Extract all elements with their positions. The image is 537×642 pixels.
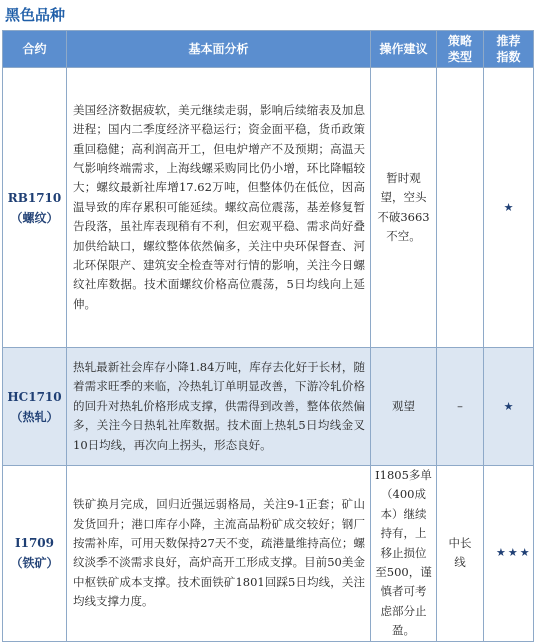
recommendation-table bbox=[2, 30, 534, 642]
contract-cell bbox=[3, 466, 67, 642]
header-advice: 操作建议 bbox=[371, 31, 437, 68]
table-header-row bbox=[3, 31, 534, 68]
contract-name: （铁矿） bbox=[10, 556, 59, 571]
strategy-text bbox=[437, 68, 484, 348]
advice-text: 观望 bbox=[371, 348, 437, 466]
header-rating: 推荐指数 bbox=[484, 31, 534, 68]
analysis-text: 美国经济数据疲软，美元继续走弱，影响后续缩表及加息进程；国内二季度经济平稳运行；资金面平稳，货币政策重回稳健；高利润高开工，但电炉增产不及预期；高温天气影响终端需求，上海线螺采购同比仍小增，环比降幅较大；螺纹最新社库增17.62万吨，但整体仍在低位，因高温导致的库存累积可能延续。螺纹高位震荡，基差修复暂告段落，虽社库表现稍有不利，但宏观平稳、需求尚好叠加供给缺口，螺纹整体依然偏多，关注中央环保督查、河北环保限产、建筑安全检查等对行情的影响，关注今日螺纹社库数据。技术面螺纹价格高位震荡，5日均线向上延伸。 bbox=[67, 68, 371, 348]
strategy-text: – bbox=[437, 348, 484, 466]
contract-code: HC1710 bbox=[7, 389, 62, 404]
header-strategy: 策略类型 bbox=[437, 31, 484, 68]
table-row bbox=[3, 68, 534, 348]
header-contract: 合约 bbox=[3, 31, 67, 68]
section-title: 黑色品种 bbox=[5, 6, 66, 24]
advice-text: 暂时观望，空头不破3663不空。 bbox=[371, 68, 437, 348]
analysis-text: 热轧最新社会库存小降1.84万吨，库存去化好于长材，随着需求旺季的来临，冷热轧订单明显改善，下游冷轧价格的回升对热轧价格形成支撑，供需得到改善，整体依然偏多，关注今日热轧社库数据。技术面上热轧5日均线金叉10日均线，再次向上拐头，形态良好。 bbox=[67, 348, 371, 466]
analysis-text: 铁矿换月完成，回归近强远弱格局，关注9-1正套；矿山发货回升；港口库存小降，主流高品粉矿成交较好；钢厂按需补库，可用天数保持27天不变，疏港量维持高位；螺纹淡季不淡需求良好，高炉高开工形成支撑。目前50美金中枢铁矿成本支撑。技术面铁矿1801回踩5日均线，关注均线支撑力度。 bbox=[67, 466, 371, 642]
rating-stars: ★ bbox=[484, 68, 534, 348]
header-analysis: 基本面分析 bbox=[67, 31, 371, 68]
rating-stars: ★ bbox=[484, 348, 534, 466]
contract-cell bbox=[3, 348, 67, 466]
table-row bbox=[3, 348, 534, 466]
contract-cell bbox=[3, 68, 67, 348]
contract-code: I1709 bbox=[14, 536, 54, 551]
contract-code: RB1710 bbox=[7, 190, 62, 205]
rating-stars: ★★★ bbox=[484, 466, 534, 642]
strategy-text: 中长线 bbox=[437, 466, 484, 642]
advice-text: I1805多单（400成本）继续持有，上移止损位至500，谨慎者可考虑部分止盈。 bbox=[371, 466, 437, 642]
table-row bbox=[3, 466, 534, 642]
contract-name: （螺纹） bbox=[10, 210, 59, 225]
contract-name: （热轧） bbox=[10, 409, 59, 424]
